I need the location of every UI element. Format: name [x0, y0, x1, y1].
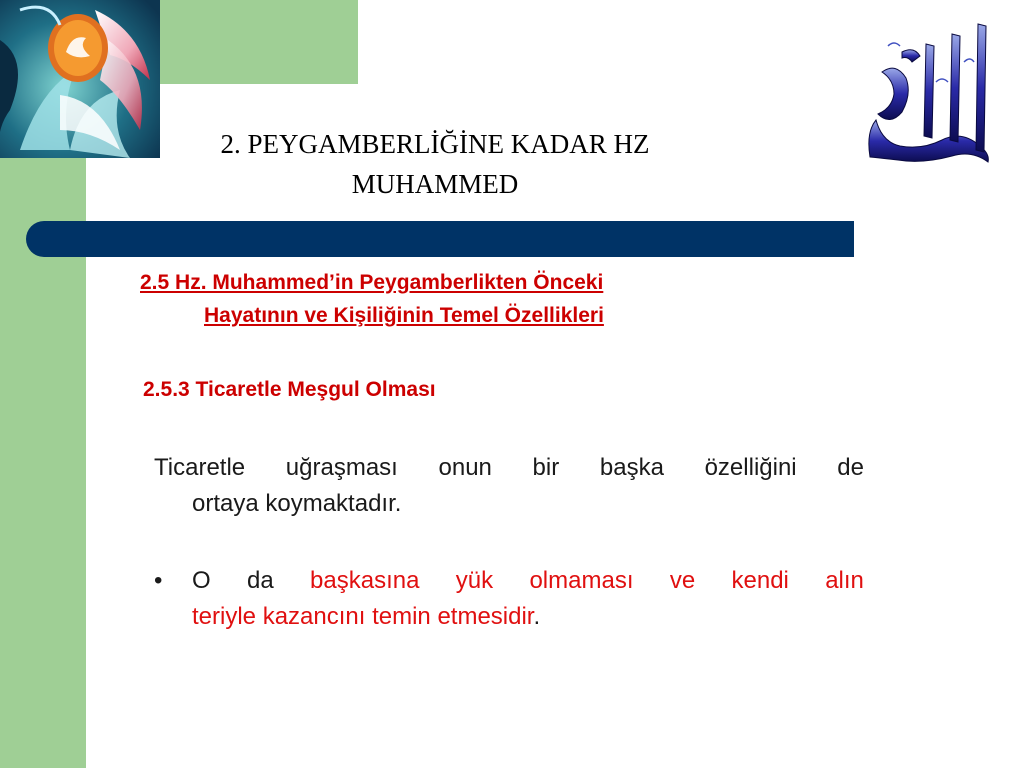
slide-title	[200, 124, 670, 204]
word-emphasis: ve	[669, 567, 696, 594]
bullet-marker: •	[154, 567, 163, 594]
word-emphasis: olmaması	[529, 567, 634, 594]
word: bir	[532, 454, 560, 481]
bullet-line-1	[154, 563, 864, 599]
word-emphasis: başkasına	[310, 567, 420, 594]
word: O	[192, 567, 211, 594]
bullet-line-1-words	[192, 563, 864, 599]
floral-calligraphy-painting-icon	[0, 0, 160, 158]
paragraph-line-1	[154, 450, 864, 486]
title-divider-bar	[26, 221, 854, 257]
title-line-1: 2. PEYGAMBERLİĞİNE KADAR HZ	[220, 129, 650, 159]
allah-calligraphy-icon	[862, 22, 998, 164]
subtitle-line-1: 2.5 Hz. Muhammed’in Peygamberlikten Önceki	[140, 271, 604, 294]
word: onun	[438, 454, 492, 481]
bullet-item	[154, 563, 864, 635]
word: uğraşması	[285, 454, 398, 481]
word: da	[247, 567, 274, 594]
word: özelliğini	[704, 454, 797, 481]
title-line-2: MUHAMMED	[351, 169, 519, 199]
subtitle	[140, 266, 860, 332]
section-heading: 2.5.3 Ticaretle Meşgul Olması	[143, 378, 436, 401]
bullet-line-2	[154, 599, 864, 635]
word: de	[837, 454, 864, 481]
word-emphasis: alın	[825, 567, 864, 594]
subtitle-line-2: Hayatının ve Kişiliğinin Temel Özellikleri	[204, 304, 604, 327]
paragraph-line-2: ortaya koymaktadır.	[192, 490, 402, 517]
word-emphasis: yük	[455, 567, 494, 594]
word: Ticaretle	[154, 454, 246, 481]
word-emphasis: kendi	[731, 567, 789, 594]
word: başka	[599, 454, 664, 481]
body-paragraph	[154, 450, 864, 522]
bullet-line-2-period: .	[533, 603, 541, 630]
bullet-line-2-emphasis: teriyle kazancını temin etmesidir	[192, 603, 534, 630]
